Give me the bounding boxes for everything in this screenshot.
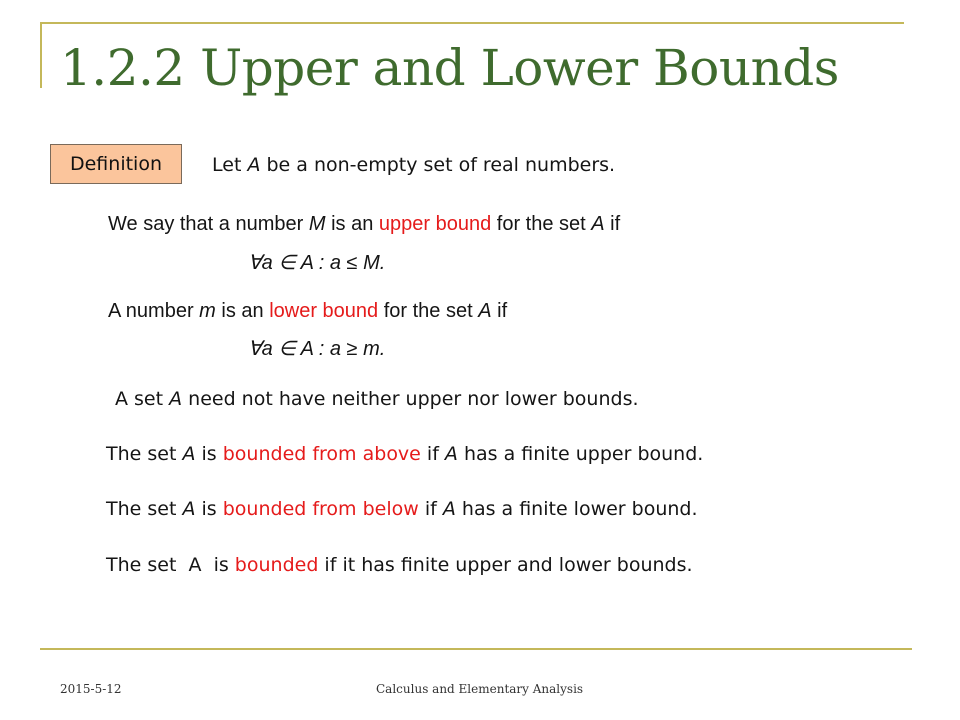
frame-left-rule [40,22,42,88]
text-fragment: is an [215,300,270,322]
text-fragment: is an [325,213,379,235]
term-lower-bound: lower bound [269,300,379,322]
text-fragment: be a non-empty set of real numbers. [260,154,616,176]
definition-intro [212,152,615,178]
text-fragment: Let [212,154,248,176]
bounds-note [115,386,639,412]
text-fragment: has a finite upper bound. [457,443,704,465]
text-fragment: is [195,498,223,520]
footer-date: 2015-5-12 [60,682,122,696]
text-fragment: if [420,443,445,465]
text-fragment: The set [106,443,183,465]
slide-title: 1.2.2 Upper and Lower Bounds [60,39,839,97]
text-fragment: if [491,300,508,322]
variable-a: A [444,443,458,465]
text-fragment: has a finite lower bound. [455,498,698,520]
upper-bound-formula: ∀a ∈ A : a ≤ M. [248,252,386,274]
term-bounded-above: bounded from above [222,443,421,465]
bounded-statement [106,552,693,578]
text-fragment: A set [115,388,170,410]
lower-bound-formula: ∀a ∈ A : a ≥ m. [248,338,386,360]
term-bounded: bounded [234,554,319,576]
text-fragment: need not have neither upper nor lower bounds. [182,388,639,410]
variable-a: A [182,443,196,465]
variable-m-lower: m [199,300,216,322]
variable-a: A [169,388,183,410]
text-fragment: A number [108,300,200,322]
frame-bottom-rule [40,648,912,650]
variable-a: A [247,154,261,176]
variable-a: A [182,498,196,520]
lower-bound-definition [108,298,507,324]
variable-a: A [478,300,492,322]
text-fragment: if [604,213,621,235]
variable-a: A [591,213,605,235]
term-bounded-below: bounded from below [222,498,419,520]
text-fragment: for the set [378,300,479,322]
text-fragment: for the set [491,213,592,235]
text-fragment: if [418,498,443,520]
text-fragment: is [195,443,223,465]
variable-a: A [442,498,456,520]
term-upper-bound: upper bound [378,213,492,235]
variable-m-upper: M [308,213,326,235]
footer-course: Calculus and Elementary Analysis [376,682,584,696]
text-fragment: The set A is [106,554,235,576]
bounded-above-statement [106,441,703,467]
definition-badge: Definition [50,144,182,184]
frame-top-rule [40,22,904,24]
text-fragment: The set [106,498,183,520]
text-fragment: if it has finite upper and lower bounds. [318,554,693,576]
text-fragment: We say that a number [108,213,309,235]
upper-bound-definition [108,211,620,237]
bounded-below-statement [106,496,698,522]
